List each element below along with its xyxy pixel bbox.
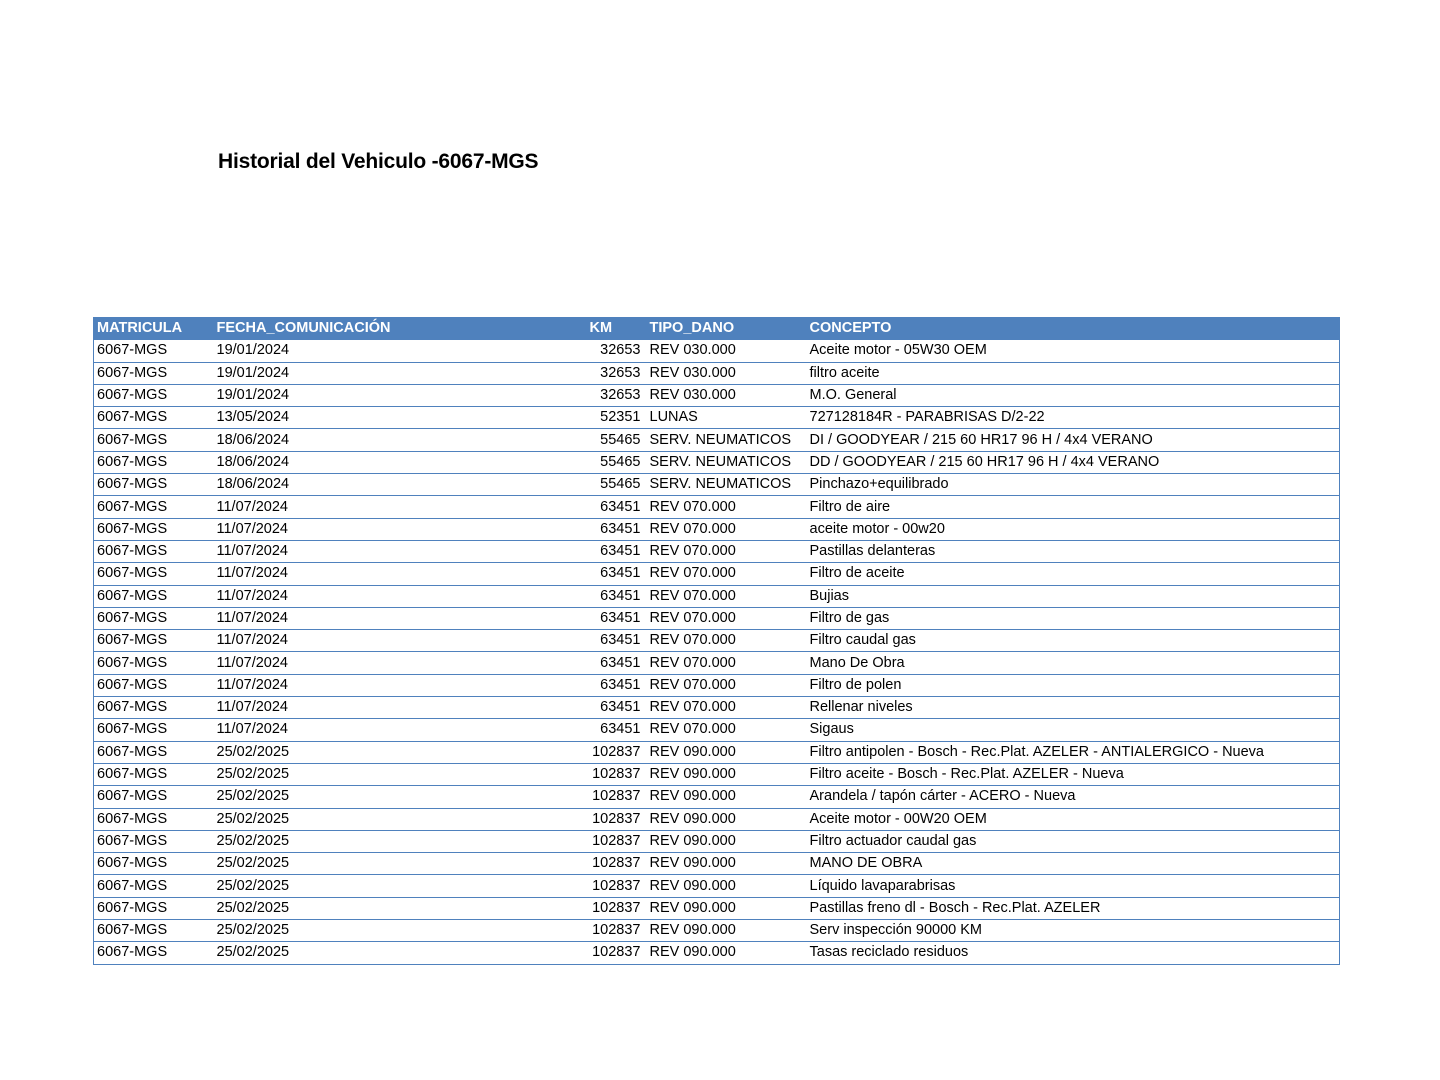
cell-tipo-dano: REV 070.000 (649, 610, 736, 626)
table-row (94, 429, 1340, 451)
table-row (94, 451, 1340, 473)
cell-concepto: Tasas reciclado residuos (809, 944, 969, 961)
cell-tipo-dano: REV 090.000 (649, 788, 736, 805)
cell-concepto: MANO DE OBRA (809, 855, 923, 872)
cell-matricula: 6067-MGS (97, 766, 168, 783)
cell-matricula: 6067-MGS (97, 743, 168, 760)
cell-km: 63451 (600, 721, 641, 738)
cell-matricula: 6067-MGS (97, 699, 168, 716)
cell-fecha: 25/02/2025 (216, 877, 290, 894)
cell-concepto: Filtro aceite - Bosch - Rec.Plat. AZELER - Nueva (809, 766, 1124, 783)
cell-fecha: 11/07/2024 (216, 654, 288, 671)
cell-fecha: 11/07/2024 (216, 610, 288, 626)
cell-matricula: 6067-MGS (97, 342, 168, 359)
cell-tipo-dano: REV 070.000 (649, 587, 736, 604)
cell-fecha: 11/07/2024 (216, 520, 288, 537)
table-row (94, 674, 1340, 696)
table-row (94, 697, 1340, 719)
cell-matricula: 6067-MGS (97, 498, 168, 515)
cell-tipo-dano: REV 030.000 (649, 342, 736, 359)
cell-km: 102837 (592, 855, 641, 872)
cell-concepto: Serv inspección 90000 KM (809, 922, 982, 939)
cell-concepto: Rellenar niveles (809, 699, 913, 716)
cell-concepto: Filtro de aceite (809, 565, 905, 582)
cell-matricula: 6067-MGS (97, 543, 168, 560)
cell-concepto: Sigaus (809, 721, 854, 738)
cell-fecha: 11/07/2024 (216, 565, 288, 582)
cell-concepto: Pastillas freno dl - Bosch - Rec.Plat. AZELER (809, 899, 1101, 916)
cell-tipo-dano: SERV. NEUMATICOS (649, 431, 792, 448)
cell-matricula: 6067-MGS (97, 632, 168, 649)
cell-tipo-dano: REV 090.000 (649, 922, 736, 939)
cell-matricula: 6067-MGS (97, 431, 168, 448)
cell-tipo-dano: REV 090.000 (649, 855, 736, 872)
table-row (94, 853, 1340, 875)
cell-km: 55465 (600, 476, 641, 493)
cell-fecha: 25/02/2025 (216, 944, 290, 961)
cell-km: 32653 (600, 342, 641, 359)
cell-km: 102837 (592, 832, 641, 849)
cell-matricula: 6067-MGS (97, 387, 168, 404)
cell-km: 52351 (600, 409, 641, 426)
cell-matricula: 6067-MGS (97, 944, 168, 961)
cell-tipo-dano: REV 070.000 (649, 676, 736, 693)
cell-fecha: 11/07/2024 (216, 587, 288, 604)
cell-km: 63451 (600, 587, 641, 604)
cell-matricula: 6067-MGS (97, 721, 168, 738)
column-header-concepto: CONCEPTO (807, 318, 1340, 340)
cell-concepto: 727128184R - PARABRISAS D/2-22 (809, 409, 1045, 426)
cell-km: 102837 (592, 922, 641, 939)
cell-tipo-dano: REV 030.000 (649, 364, 736, 381)
cell-tipo-dano: REV 090.000 (649, 743, 736, 760)
cell-concepto: Mano De Obra (809, 654, 905, 671)
table-row (94, 719, 1340, 741)
cell-tipo-dano: REV 070.000 (649, 654, 736, 671)
cell-fecha: 11/07/2024 (216, 721, 288, 738)
table-row (94, 920, 1340, 942)
column-header-fecha: FECHA_COMUNICACIÓN (214, 318, 587, 340)
cell-concepto: DD / GOODYEAR / 215 60 HR17 96 H / 4x4 VERANO (809, 453, 1160, 470)
cell-matricula: 6067-MGS (97, 855, 168, 872)
cell-matricula: 6067-MGS (97, 654, 168, 671)
table-header (94, 318, 1340, 340)
cell-tipo-dano: REV 090.000 (649, 832, 736, 849)
cell-km: 102837 (592, 899, 641, 916)
cell-matricula: 6067-MGS (97, 364, 168, 381)
document-title: Historial del Vehiculo -6067-MGS (218, 150, 539, 173)
table-row (94, 830, 1340, 852)
cell-km: 102837 (592, 810, 641, 827)
table-row (94, 942, 1340, 964)
cell-fecha: 11/07/2024 (216, 632, 288, 649)
cell-tipo-dano: REV 070.000 (649, 632, 736, 649)
table-row (94, 563, 1340, 585)
cell-fecha: 25/02/2025 (216, 743, 290, 760)
cell-concepto: Pinchazo+equilibrado (809, 476, 949, 493)
cell-concepto: Líquido lavaparabrisas (809, 877, 956, 894)
cell-matricula: 6067-MGS (97, 610, 168, 626)
cell-km: 63451 (600, 520, 641, 537)
table-row (94, 763, 1340, 785)
cell-fecha: 25/02/2025 (216, 855, 290, 872)
cell-km: 102837 (592, 743, 641, 760)
cell-concepto: M.O. General (809, 387, 897, 404)
cell-tipo-dano: LUNAS (649, 409, 698, 426)
cell-tipo-dano: REV 070.000 (649, 498, 736, 515)
cell-km: 63451 (600, 565, 641, 582)
cell-matricula: 6067-MGS (97, 899, 168, 916)
cell-concepto: Filtro antipolen - Bosch - Rec.Plat. AZELER - ANTIALERGICO - Nueva (809, 743, 1264, 760)
cell-concepto: Filtro actuador caudal gas (809, 832, 977, 849)
cell-concepto: Filtro de aire (809, 498, 891, 515)
cell-matricula: 6067-MGS (97, 922, 168, 939)
cell-fecha: 11/07/2024 (216, 543, 288, 560)
cell-concepto: Aceite motor - 00W20 OEM (809, 810, 987, 827)
cell-matricula: 6067-MGS (97, 476, 168, 493)
cell-concepto: Aceite motor - 05W30 OEM (809, 342, 987, 359)
cell-concepto: Pastillas delanteras (809, 543, 936, 560)
table-row (94, 585, 1340, 607)
cell-km: 32653 (600, 387, 641, 404)
cell-fecha: 11/07/2024 (216, 676, 288, 693)
cell-matricula: 6067-MGS (97, 832, 168, 849)
cell-fecha: 25/02/2025 (216, 766, 290, 783)
cell-concepto: Arandela / tapón cárter - ACERO - Nueva (809, 788, 1076, 805)
table-row (94, 897, 1340, 919)
cell-concepto: Bujias (809, 587, 849, 604)
cell-tipo-dano: REV 070.000 (649, 565, 736, 582)
column-header-km: KM (587, 318, 647, 340)
cell-concepto: Filtro caudal gas (809, 632, 916, 649)
cell-fecha: 25/02/2025 (216, 899, 290, 916)
table-row (94, 518, 1340, 540)
table-header-row (94, 318, 1340, 340)
table-row (94, 496, 1340, 518)
table-body (94, 340, 1340, 964)
cell-km: 102837 (592, 877, 641, 894)
cell-tipo-dano: SERV. NEUMATICOS (649, 453, 792, 470)
table-row (94, 407, 1340, 429)
cell-tipo-dano: REV 070.000 (649, 721, 736, 738)
cell-fecha: 18/06/2024 (216, 476, 290, 493)
table-row (94, 808, 1340, 830)
table-row (94, 607, 1340, 629)
vehicle-history-table (93, 317, 1340, 965)
cell-km: 102837 (592, 788, 641, 805)
cell-fecha: 25/02/2025 (216, 788, 290, 805)
cell-km: 102837 (592, 766, 641, 783)
cell-km: 63451 (600, 498, 641, 515)
cell-km: 55465 (600, 431, 641, 448)
cell-km: 55465 (600, 453, 641, 470)
cell-fecha: 11/07/2024 (216, 498, 288, 515)
cell-matricula: 6067-MGS (97, 676, 168, 693)
cell-matricula: 6067-MGS (97, 520, 168, 537)
table-row (94, 474, 1340, 496)
cell-fecha: 25/02/2025 (216, 922, 290, 939)
cell-km: 63451 (600, 654, 641, 671)
cell-matricula: 6067-MGS (97, 409, 168, 426)
table-row (94, 362, 1340, 384)
cell-fecha: 25/02/2025 (216, 832, 290, 849)
cell-fecha: 19/01/2024 (216, 387, 290, 404)
cell-concepto: aceite motor - 00w20 (809, 520, 945, 537)
cell-matricula: 6067-MGS (97, 587, 168, 604)
table-row (94, 384, 1340, 406)
cell-km: 63451 (600, 676, 641, 693)
table-row (94, 875, 1340, 897)
cell-concepto: Filtro de gas (809, 610, 890, 626)
cell-fecha: 19/01/2024 (216, 364, 290, 381)
table-row (94, 741, 1340, 763)
column-header-matricula: MATRICULA (94, 318, 214, 340)
cell-tipo-dano: REV 090.000 (649, 899, 736, 916)
cell-tipo-dano: REV 090.000 (649, 766, 736, 783)
cell-concepto: Filtro de polen (809, 676, 902, 693)
column-header-tipo: TIPO_DANO (647, 318, 807, 340)
cell-km: 102837 (592, 944, 641, 961)
cell-fecha: 13/05/2024 (216, 409, 290, 426)
cell-fecha: 18/06/2024 (216, 431, 290, 448)
table-row (94, 340, 1340, 362)
cell-km: 63451 (600, 699, 641, 716)
cell-km: 63451 (600, 632, 641, 649)
table-row (94, 786, 1340, 808)
cell-matricula: 6067-MGS (97, 877, 168, 894)
cell-concepto: DI / GOODYEAR / 215 60 HR17 96 H / 4x4 VERANO (809, 431, 1153, 448)
table-row (94, 540, 1340, 562)
table-row (94, 652, 1340, 674)
cell-tipo-dano: REV 030.000 (649, 387, 736, 404)
cell-km: 63451 (600, 543, 641, 560)
cell-km: 32653 (600, 364, 641, 381)
cell-matricula: 6067-MGS (97, 810, 168, 827)
cell-tipo-dano: REV 090.000 (649, 877, 736, 894)
cell-matricula: 6067-MGS (97, 788, 168, 805)
cell-fecha: 25/02/2025 (216, 810, 290, 827)
cell-fecha: 11/07/2024 (216, 699, 288, 716)
cell-fecha: 19/01/2024 (216, 342, 290, 359)
cell-tipo-dano: REV 090.000 (649, 944, 736, 961)
cell-tipo-dano: REV 070.000 (649, 699, 736, 716)
cell-fecha: 18/06/2024 (216, 453, 290, 470)
cell-matricula: 6067-MGS (97, 453, 168, 470)
cell-tipo-dano: REV 090.000 (649, 810, 736, 827)
cell-tipo-dano: SERV. NEUMATICOS (649, 476, 792, 493)
cell-tipo-dano: REV 070.000 (649, 543, 736, 560)
cell-matricula: 6067-MGS (97, 565, 168, 582)
cell-km: 63451 (600, 610, 641, 626)
table-row (94, 630, 1340, 652)
cell-tipo-dano: REV 070.000 (649, 520, 736, 537)
cell-concepto: filtro aceite (809, 364, 880, 381)
